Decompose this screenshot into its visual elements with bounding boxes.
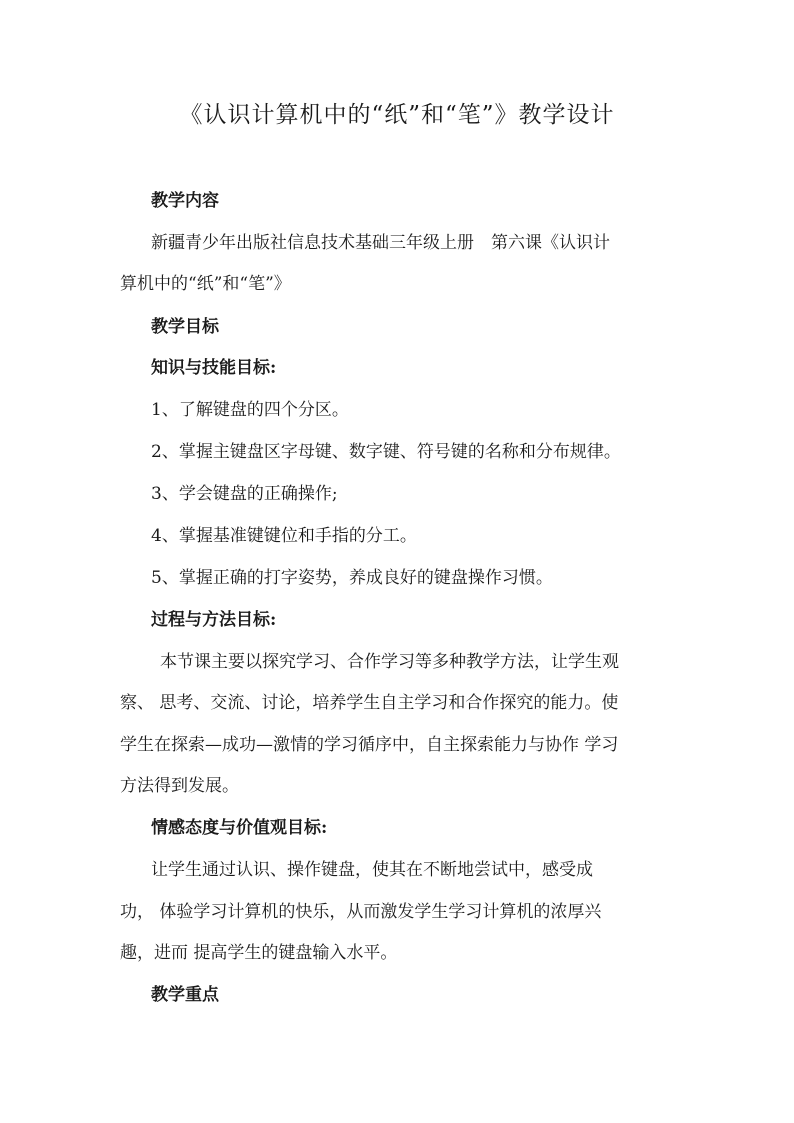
knowledge-item: 4、掌握基准键键位和手指的分工。 (151, 526, 417, 546)
section-heading-goals: 教学目标 (151, 317, 219, 337)
content-line-1: 新疆青少年出版社信息技术基础三年级上册 第六课《认识计 (151, 233, 610, 253)
process-line: 学生在探索—成功—激情的学习循序中，自主探索能力与协作 学习 (120, 735, 619, 755)
section-heading-content: 教学内容 (151, 191, 219, 211)
document-title: 《认识计算机中的“纸”和“笔”》教学设计 (179, 102, 615, 128)
subheading-process: 过程与方法目标: (151, 610, 277, 630)
knowledge-item: 2、掌握主键盘区字母键、数字键、符号键的名称和分布规律。 (151, 442, 621, 462)
emotion-line: 趣，进而 提高学生的键盘输入水平。 (120, 943, 398, 963)
knowledge-item: 3、学会键盘的正确操作; (151, 484, 338, 504)
subheading-emotion: 情感态度与价值观目标: (151, 818, 328, 838)
process-line: 察、 思考、交流、讨论，培养学生自主学习和合作探究的能力。使 (120, 693, 619, 713)
process-line: 本节课主要以探究学习、合作学习等多种教学方法，让学生观 (160, 652, 619, 672)
section-heading-key-points: 教学重点 (151, 985, 219, 1005)
content-line-2: 算机中的“纸”和“笔”》 (120, 274, 291, 294)
subheading-knowledge: 知识与技能目标: (151, 358, 277, 378)
process-line: 方法得到发展。 (120, 776, 239, 796)
knowledge-item: 1、了解键盘的四个分区。 (151, 400, 349, 420)
emotion-line: 让学生通过认识、操作键盘，使其在不断地尝试中，感受成 (151, 860, 593, 880)
emotion-line: 功， 体验学习计算机的快乐，从而激发学生学习计算机的浓厚兴 (120, 902, 602, 922)
knowledge-item: 5、掌握正确的打字姿势，养成良好的键盘操作习惯。 (151, 568, 553, 588)
